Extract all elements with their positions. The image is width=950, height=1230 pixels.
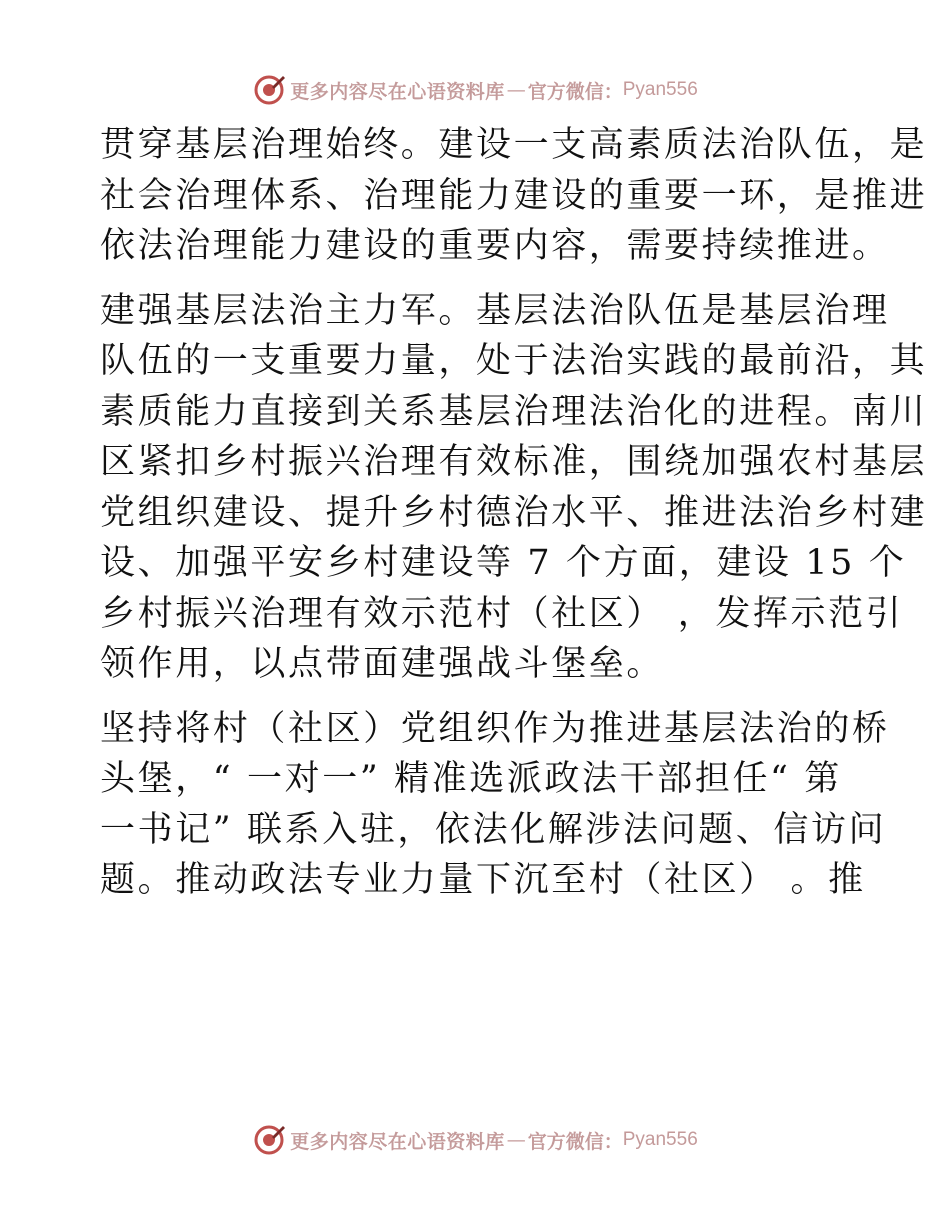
text-line: 党组织建设、提升乡村德治水平、推进法治乡村建 <box>100 492 928 533</box>
text-line: 一书记” 联系入驻，依法化解涉法问题、信访问 <box>100 809 887 850</box>
footer-watermark-banner <box>0 1120 950 1160</box>
text-line: 领作用，以点带面建强战斗堡垒。 <box>100 644 665 684</box>
paragraph-1 <box>100 120 928 272</box>
banner-text: 更多内容尽在心语资料库 <box>290 1130 505 1153</box>
text-line: 依法治理能力建设的重要内容，需要持续推进。 <box>100 226 890 266</box>
banner-wechat-label: 官方微信： <box>527 80 623 103</box>
banner-separator: — <box>506 1129 526 1151</box>
text-line: 社会治理体系、治理能力建设的重要一环，是推进 <box>100 175 928 216</box>
red-seal-pen-logo-icon <box>252 1123 286 1157</box>
banner-separator: — <box>506 79 526 101</box>
text-line: 建强基层法治主力军。基层法治队伍是基层治理 <box>100 290 890 331</box>
banner-wechat-id: Pyan556 <box>622 79 698 100</box>
text-line: 设、加强平安乡村建设等 7 个方面，建设 15 个 <box>100 543 907 583</box>
banner-wechat-id: Pyan556 <box>622 1129 698 1150</box>
paragraph-3 <box>100 704 890 906</box>
banner-wechat-label: 官方微信： <box>527 1130 623 1153</box>
banner-text: 更多内容尽在心语资料库 <box>290 80 505 103</box>
text-line: 贯穿基层治理始终。建设一支高素质法治队伍，是 <box>100 125 928 165</box>
document-body <box>100 120 928 920</box>
red-seal-pen-logo-icon <box>252 73 286 107</box>
text-line: 坚持将村（社区）党组织作为推进基层法治的桥 <box>100 708 890 749</box>
text-line: 题。推动政法专业力量下沉至村（社区） 。推 <box>100 860 866 900</box>
text-line: 头堡，“ 一对一” 精准选派政法干部担任“ 第 <box>100 759 842 799</box>
header-watermark-banner <box>0 70 950 110</box>
text-line: 队伍的一支重要力量，处于法治实践的最前沿，其 <box>100 341 928 381</box>
text-line: 乡村振兴治理有效示范村（社区） ，发挥示范引 <box>100 593 904 634</box>
text-line: 区紧扣乡村振兴治理有效标准，围绕加强农村基层 <box>100 442 928 482</box>
paragraph-2 <box>100 286 928 690</box>
text-line: 素质能力直接到关系基层治理法治化的进程。南川 <box>100 391 928 432</box>
